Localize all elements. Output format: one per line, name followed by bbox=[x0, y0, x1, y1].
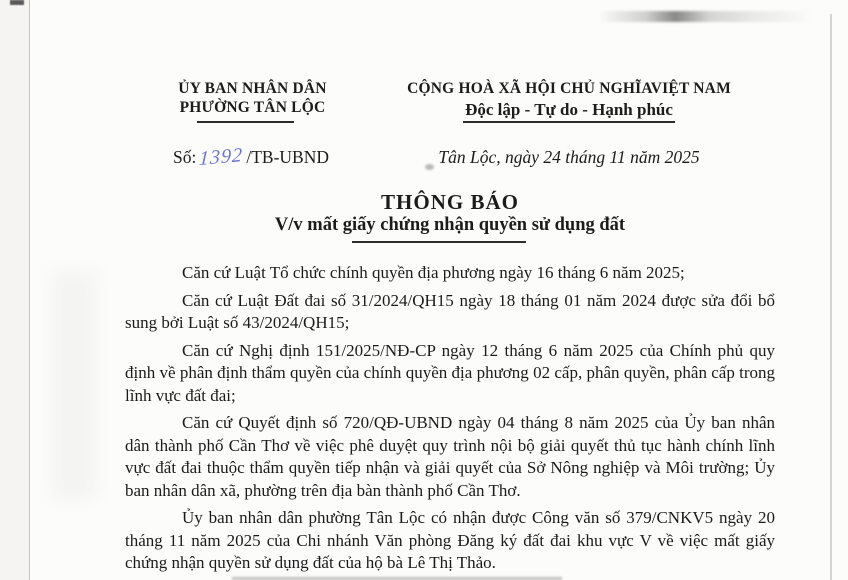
issuer-underline bbox=[197, 121, 294, 123]
document-number-line bbox=[173, 143, 329, 171]
paragraph-legal-basis-1: Căn cứ Luật Tổ chức chính quyền địa phương ngày 16 tháng 6 năm 2025; bbox=[182, 263, 685, 282]
scan-top-right-smudge bbox=[598, 11, 813, 22]
number-suffix: /TB-UBND bbox=[246, 147, 329, 167]
scan-paper-blotch bbox=[52, 270, 97, 500]
issuer-block bbox=[150, 80, 355, 117]
national-motto: Độc lập - Tự do - Hạnh phúc bbox=[463, 100, 675, 123]
scan-top-left-mark bbox=[10, 0, 24, 5]
document-body bbox=[125, 262, 775, 580]
subtitle-underline bbox=[352, 241, 526, 243]
handwritten-number: 1392 bbox=[198, 143, 244, 171]
issuer-name-line2: PHƯỜNG TÂN LỘC bbox=[179, 98, 326, 116]
issuer-name-line1: ỦY BAN NHÂN DÂN bbox=[178, 80, 327, 97]
paragraph-legal-basis-3: Căn cứ Nghị định 151/2025/NĐ-CP ngày 12 tháng 6 năm 2025 của Chính phủ quy định về phân định thẩm quyền của chính quyền địa phương 02 cấp, phân quyền, phân cấp trong lĩnh vực đất đai; bbox=[125, 340, 775, 405]
national-header-block bbox=[378, 80, 760, 123]
paragraph-legal-basis-2: Căn cứ Luật Đất đai số 31/2024/QH15 ngày 18 tháng 01 năm 2024 được sửa đổi bổ sung bởi Luật số 43/2024/QH15; bbox=[125, 290, 775, 332]
document-title: THÔNG BÁO bbox=[381, 190, 519, 214]
paragraph-legal-basis-4: Căn cứ Quyết định số 720/QĐ-UBND ngày 04 tháng 8 năm 2025 của Ủy ban nhân dân thành phố Cần Thơ về việc phê duyệt quy trình nội bộ giải quyết thủ tục hành chính lĩnh vực đất đai thuộc thẩm quyền tiếp nhận và giải quyết của Sở Nông nghiệp và Môi trường; Ủy ban nhân dân xã, phường trên địa bàn thành phố Cần Thơ. bbox=[125, 413, 775, 500]
place-date-line: Tân Lộc, ngày 24 tháng 11 năm 2025 bbox=[438, 147, 700, 167]
paragraph-notice-content: Ủy ban nhân dân phường Tân Lộc có nhận được Công văn số 379/CNKV5 ngày 20 tháng 11 năm 2025 của Chi nhánh Văn phòng Đăng ký đất đai khu vực V về việc mất giấy chứng nhận quyền sử dụng đất của hộ bà Lê Thị Thảo. bbox=[125, 508, 775, 572]
number-prefix: Số: bbox=[173, 147, 197, 167]
document-subtitle: V/v mất giấy chứng nhận quyền sử dụng đất bbox=[274, 215, 626, 235]
scan-left-edge-strip bbox=[0, 0, 30, 580]
national-title: CỘNG HOÀ XÃ HỘI CHỦ NGHĨAVIỆT NAM bbox=[407, 80, 731, 97]
scan-right-fold-line bbox=[830, 14, 832, 580]
